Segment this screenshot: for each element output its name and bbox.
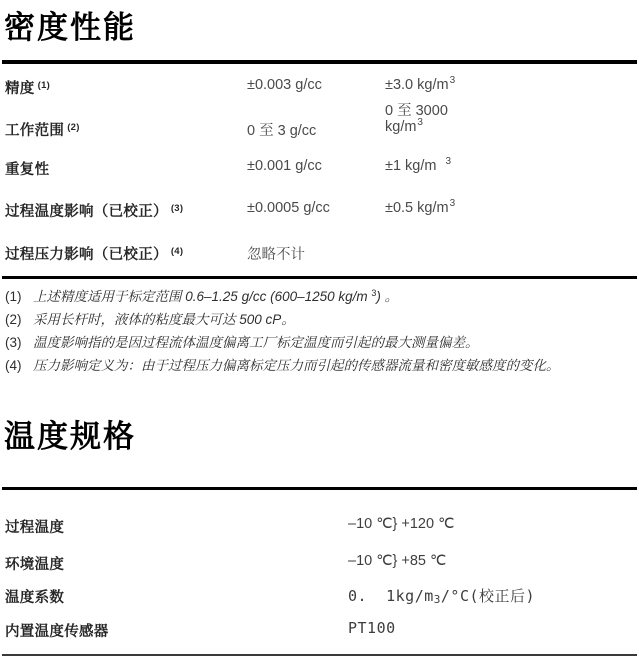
footnote-text: 采用长杆时，液体的粘度最大可达 500 cP。 <box>33 312 295 327</box>
kgm-text: ±3.0 kg/m <box>385 77 449 93</box>
footnote-marker: (4) <box>5 358 22 373</box>
temp-value: PT100 <box>348 619 396 637</box>
footnote-text-tail: ) 。 <box>376 289 399 304</box>
spec-value-gcc: ±0.003 g/cc <box>247 77 322 93</box>
footnote-text-zh: 上述精度适用于标定范围 <box>33 289 186 304</box>
spec-value-gcc: ±0.001 g/cc <box>247 158 322 174</box>
footnote-item-4 <box>5 354 633 374</box>
footnote-marker: (2) <box>5 312 22 327</box>
footnote-text: 压力影响定义为：由于过程压力偏离标定压力而引起的传感器流量和密度敏感度的变化。 <box>33 358 560 373</box>
kgm-text: kg/m <box>385 119 417 135</box>
divider-rule-top <box>2 60 637 64</box>
superscript-3: 3 <box>445 156 452 167</box>
footnote-item-3 <box>5 331 633 351</box>
superscript-3: 3 <box>449 198 456 209</box>
spec-value-kgm <box>385 200 455 216</box>
footnote-ref: (4) <box>170 246 184 257</box>
spec-value-gcc: 0 至 3 g/cc <box>247 123 317 139</box>
temp-label: 温度系数 <box>5 590 65 606</box>
footnote-ref: (2) <box>67 122 80 133</box>
divider-rule-bottom <box>2 654 637 656</box>
coef-value-post: /°C(校正后) <box>440 587 536 605</box>
spec-label-text: 精度 <box>5 81 35 97</box>
spec-label: 重复性 <box>5 162 50 178</box>
kgm-text: ±1 kg/m <box>385 158 441 174</box>
spec-value-gcc: 忽略不计 <box>247 247 305 263</box>
divider-rule-footnotes <box>2 276 637 279</box>
superscript-3: 3 <box>417 117 423 128</box>
spec-label <box>5 243 183 264</box>
spec-label <box>5 77 50 98</box>
spec-label <box>5 119 80 140</box>
coef-value-pre: 0. 1kg/m <box>348 587 434 605</box>
footnote-ref: (3) <box>170 203 184 214</box>
temp-value <box>348 585 535 606</box>
footnote-marker: (1) <box>5 289 22 304</box>
spec-label-text: 过程温度影响（已校正） <box>5 204 168 220</box>
kgm-text: ±0.5 kg/m <box>385 200 449 216</box>
temp-value: –10 ℃} +85 ℃ <box>348 553 447 569</box>
temp-value: –10 ℃} +120 ℃ <box>348 516 455 532</box>
spec-label-text: 工作范围 <box>5 123 65 139</box>
temp-label: 内置温度传感器 <box>5 624 109 640</box>
footnote-text: 温度影响指的是因过程流体温度偏离工厂标定温度而引起的最大测量偏差。 <box>33 335 479 350</box>
spec-value-kgm <box>385 158 451 174</box>
footnote-item-1 <box>5 285 633 305</box>
divider-rule-temp-top <box>2 487 637 490</box>
footnote-ref: (1) <box>37 80 51 91</box>
spec-value-kgm <box>385 77 455 93</box>
superscript-3: 3 <box>449 75 456 86</box>
spec-value-kgm-wrap: 0 至 3000 <box>385 103 448 119</box>
footnote-marker: (3) <box>5 335 22 350</box>
footnote-item-2 <box>5 308 633 328</box>
density-section-title: 密度性能 <box>4 10 136 45</box>
temp-label: 环境温度 <box>5 557 65 573</box>
temp-label: 过程温度 <box>5 520 65 536</box>
superscript-3: 3 <box>371 288 377 298</box>
temperature-section-title: 温度规格 <box>4 419 136 454</box>
spec-label <box>5 200 183 221</box>
spec-value-kgm <box>385 119 423 135</box>
spec-label-text: 过程压力影响（已校正） <box>5 247 168 263</box>
footnote-text-latin: 0.6–1.25 g/cc (600–1250 kg/m <box>185 289 372 304</box>
spec-value-gcc: ±0.0005 g/cc <box>247 200 330 216</box>
subscript-3: 3 <box>433 593 441 606</box>
